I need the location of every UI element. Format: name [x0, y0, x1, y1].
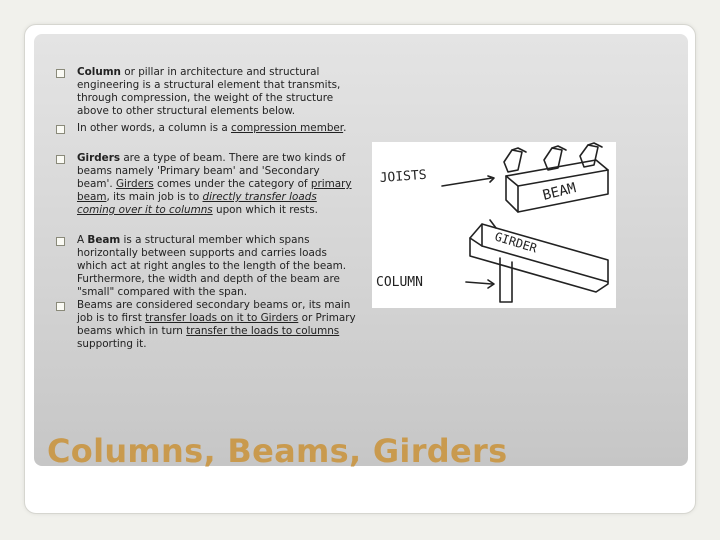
slide-title: Columns, Beams, Girders [47, 432, 508, 470]
bullet-text: In other words, a column is a [77, 122, 231, 134]
bullet-text: , its main job is to [106, 191, 203, 203]
bullet-text: upon which it rests. [212, 204, 318, 216]
bullet-beam-definition [56, 234, 356, 299]
bullet-square-icon [56, 125, 65, 134]
sketch-label-beam: BEAM [541, 180, 578, 204]
primary-beam-link[interactable]: primary beam [77, 178, 352, 203]
bullet-text: A [77, 234, 88, 246]
transfer-to-girders-link[interactable]: transfer loads on it to Girders [145, 312, 299, 324]
bullet-text: or Primary beams which in turn [77, 312, 356, 337]
bullet-text: comes under the category of [153, 178, 311, 190]
girders-link[interactable]: Girders [115, 178, 154, 190]
bullet-text: or pillar in architecture and structural engineering is a structural element that transmits, through compression, the weight of the structure above to other structural elements below. [77, 66, 341, 117]
structure-sketch [372, 142, 616, 308]
bullet-secondary-beams [56, 299, 356, 351]
bullet-square-icon [56, 155, 65, 164]
sketch-label-column: COLUMN [376, 275, 423, 290]
bullet-compression-member [56, 122, 356, 135]
bullet-square-icon [56, 237, 65, 246]
bullet-text: supporting it. [77, 338, 147, 350]
bullet-square-icon [56, 69, 65, 78]
bullet-column-definition [56, 66, 356, 118]
bullet-text: Beams are considered secondary beams or, its main job is to first [77, 299, 351, 324]
bullet-text: are a type of beam. There are two kinds of beams namely 'Primary beam' and 'Secondary beam'. [77, 152, 346, 190]
bullet-square-icon [56, 302, 65, 311]
bullet-girders [56, 152, 356, 217]
transfer-to-columns-link[interactable]: transfer the loads to columns [186, 325, 340, 337]
sketch-label-girder: GIRDER [493, 229, 539, 256]
compression-member-link[interactable]: compression member [231, 122, 344, 134]
bullet-text: is a structural member which spans horizontally between supports and carries loads which act at right angles to the length of the beam. Furthermore, the width and depth of the beam are "small" compared with the span. [77, 234, 346, 298]
bullet-list [56, 66, 356, 351]
term-girders: Girders [77, 152, 121, 164]
term-column: Column [77, 66, 121, 78]
bullet-text: . [343, 122, 347, 134]
term-beam: Beam [87, 234, 121, 246]
sketch-label-joists: JOISTS [379, 167, 428, 186]
directly-transfer-link[interactable]: directly transfer loads coming over it to columns [77, 191, 317, 216]
